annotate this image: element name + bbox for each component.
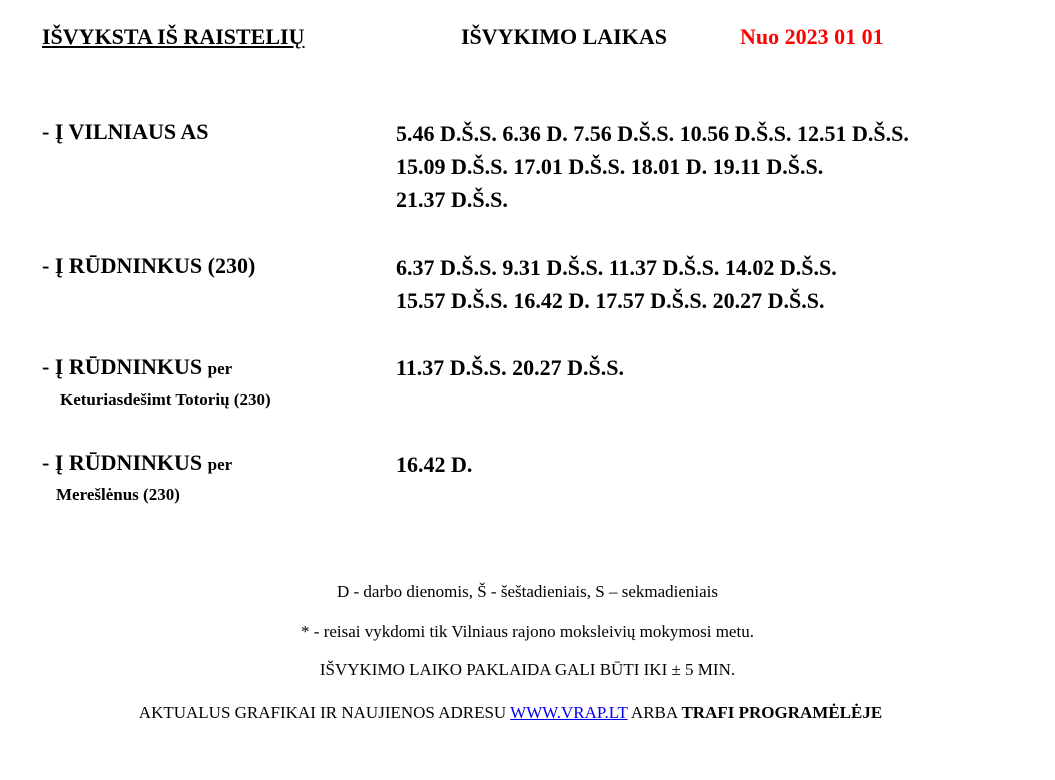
vrap-link[interactable]: WWW.VRAP.LT bbox=[510, 703, 628, 722]
time-line: 11.37 D.Š.S. 20.27 D.Š.S. bbox=[396, 355, 625, 380]
info-prefix: AKTUALUS GRAFIKAI IR NAUJIENOS ADRESU bbox=[138, 703, 507, 722]
departure-time-heading: IŠVYKIMO LAIKAS bbox=[461, 24, 667, 49]
time-line: 15.57 D.Š.S. 16.42 D. 17.57 D.Š.S. 20.27 D.Š.S. bbox=[396, 288, 825, 313]
route-rudninkus-via-totoriu bbox=[42, 354, 271, 413]
route-vilnius-as-times bbox=[396, 117, 909, 216]
route-name: - Į RŪDNINKUS (230) bbox=[42, 253, 256, 278]
time-line: 5.46 D.Š.S. 6.36 D. 7.56 D.Š.S. 10.56 D.Š.S. 12.51 D.Š.S. bbox=[396, 121, 909, 146]
info-mid: ARBA bbox=[630, 703, 678, 722]
route-rudninkus bbox=[42, 253, 255, 279]
route-rudninkus-via-totoriu-times bbox=[396, 351, 624, 384]
route-name: - Į VILNIAUS AS bbox=[42, 119, 209, 144]
route-rudninkus-via-meresleniu bbox=[42, 450, 232, 508]
route-via: Merešlėnus (230) bbox=[56, 485, 180, 504]
trafi-app-label: TRAFI PROGRAMĖLĖJE bbox=[681, 703, 883, 722]
legend-note: D - darbo dienomis, Š - šeštadieniais, S – sekmadieniais bbox=[336, 582, 719, 601]
route-name: - Į RŪDNINKUS bbox=[42, 354, 203, 379]
tolerance-note: IŠVYKIMO LAIKO PAKLAIDA GALI BŪTI IKI ± 5 MIN. bbox=[319, 660, 736, 679]
route-rudninkus-via-meresleniu-times bbox=[396, 448, 472, 481]
route-per: per bbox=[207, 359, 233, 378]
route-rudninkus-times bbox=[396, 251, 837, 317]
time-line: 6.37 D.Š.S. 9.31 D.Š.S. 11.37 D.Š.S. 14.02 D.Š.S. bbox=[396, 255, 837, 280]
route-name: - Į RŪDNINKUS bbox=[42, 450, 203, 475]
route-vilnius-as bbox=[42, 119, 208, 145]
valid-from-date: Nuo 2023 01 01 bbox=[740, 24, 884, 49]
time-line: 15.09 D.Š.S. 17.01 D.Š.S. 18.01 D. 19.11 D.Š.S. bbox=[396, 154, 824, 179]
route-via: Keturiasdešimt Totorių (230) bbox=[60, 390, 271, 409]
time-line: 21.37 D.Š.S. bbox=[396, 187, 508, 212]
info-note bbox=[0, 703, 1038, 723]
time-line: 16.42 D. bbox=[396, 452, 473, 477]
asterisk-note: * - reisai vykdomi tik Vilniaus rajono moksleivių mokymosi metu. bbox=[301, 622, 754, 641]
route-per: per bbox=[207, 455, 233, 474]
departure-heading: IŠVYKSTA IŠ RAISTELIŲ bbox=[42, 24, 305, 49]
